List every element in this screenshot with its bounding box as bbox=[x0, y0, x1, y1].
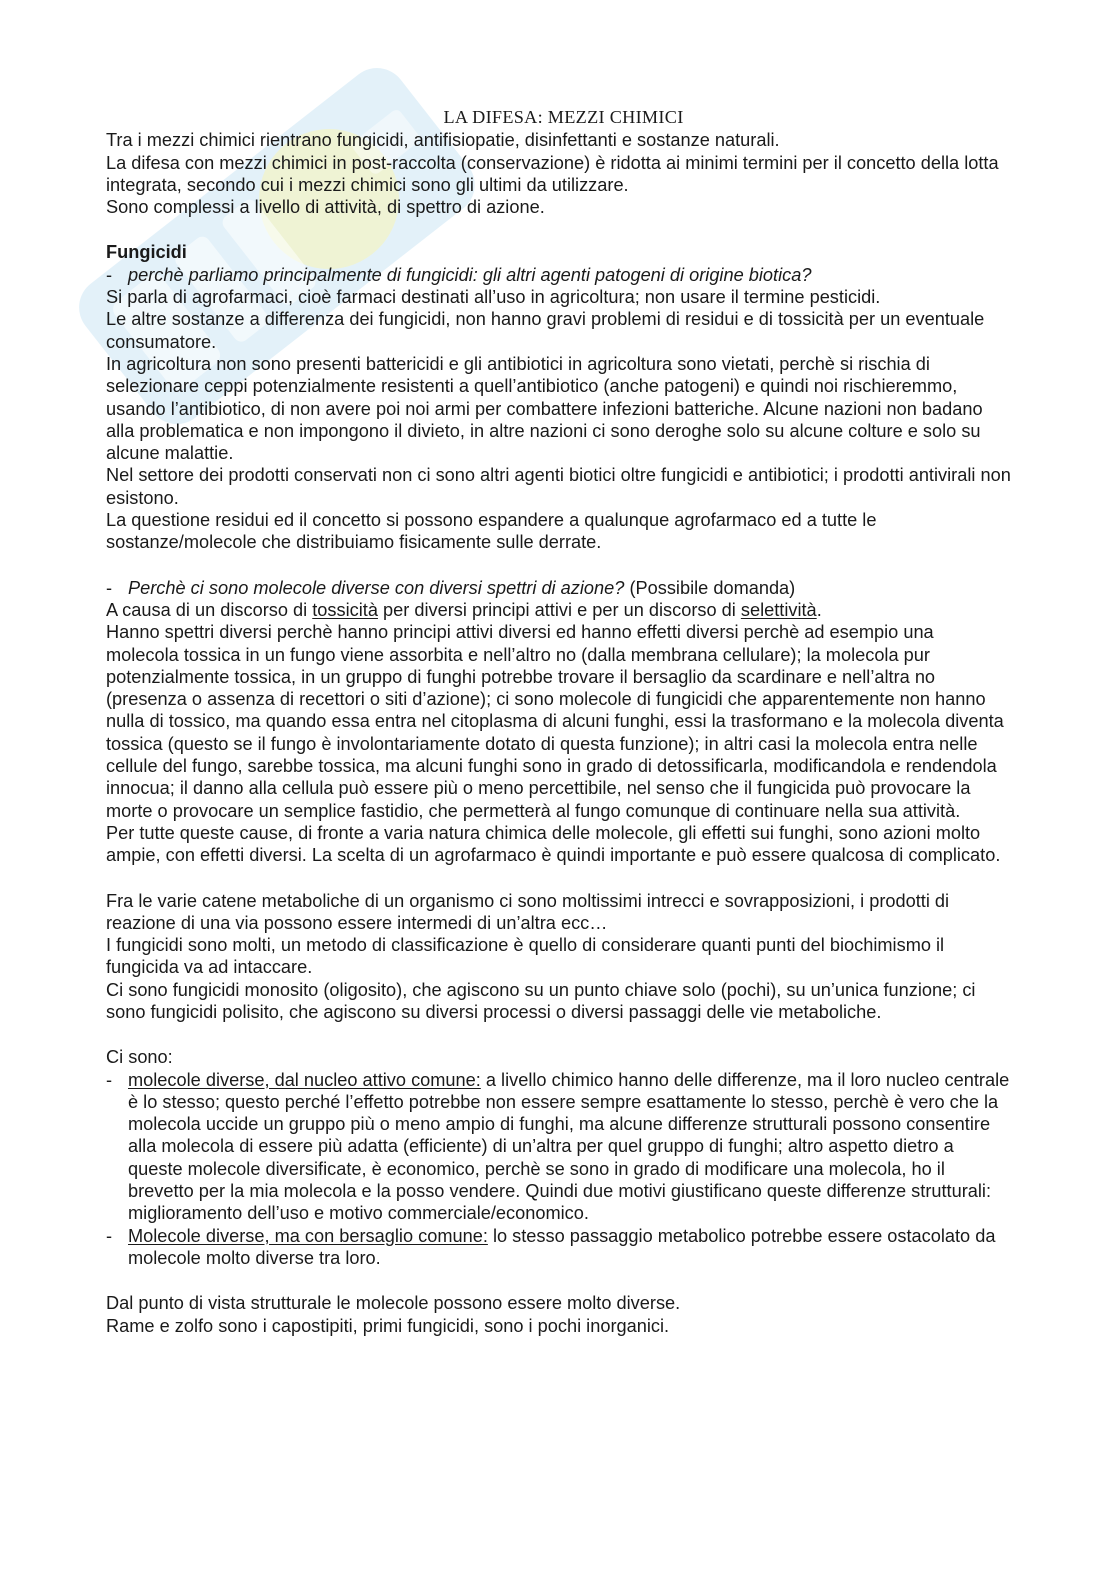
dash-bullet: - bbox=[106, 1225, 113, 1246]
intro-paragraph-2: La difesa con mezzi chimici in post-raccolta (conservazione) è ridotta ai minimi termini per il concetto della lotta integrata, secondo cui i mezzi chimici sono gli ultimi da utilizzare. bbox=[106, 152, 999, 195]
list-item-lead: Molecole diverse, ma con bersaglio comune: bbox=[128, 1225, 488, 1246]
section-heading: Fungicidi bbox=[106, 242, 187, 263]
term-tossicita: tossicità bbox=[312, 599, 378, 620]
list-item-lead: molecole diverse, dal nucleo attivo comune: bbox=[128, 1069, 481, 1090]
lead-text-b: per diversi principi attivi e per un discorso di bbox=[377, 599, 741, 620]
closing-paragraph-1: Dal punto di vista strutturale le molecole possono essere molto diverse. bbox=[106, 1293, 681, 1314]
dash-bullet: - bbox=[106, 577, 113, 598]
question-2-text: Perchè ci sono molecole diverse con diversi spettri di azione? bbox=[128, 577, 625, 598]
section3-paragraph-1: Fra le varie catene metaboliche di un organismo ci sono moltissimi intrecci e sovrapposizioni, i prodotti di reazione di una via possono essere intermedi di un’altra ecc… bbox=[106, 890, 950, 933]
section1-paragraph-2: Le altre sostanze a differenza dei fungicidi, non hanno gravi problemi di residui e di tossicità per un eventuale consumatore. bbox=[106, 309, 985, 352]
section2-lead bbox=[106, 599, 1011, 621]
page-title: LA DIFESA: MEZZI CHIMICI bbox=[443, 107, 684, 127]
section2-paragraph-1: Hanno spettri diversi perchè hanno principi attivi diversi ed hanno effetti diversi perchè ad esempio una molecola tossica in un fungo viene assorbita e nell’altro no (dalla membrana cellulare); la molecola pur potenzialmente tossica, in un gruppo di funghi potrebbe trovare il bersaglio da scardinare e nell’altra no (presenza o assenza di recettori o siti d’azione); ci sono molecole di fungicidi che apparentemente non hanno nulla di tossico, ma quando essa entra nel citoplasma di alcuni funghi, essi la trasformano e la molecola diventa tossica (questo se il fungo è involontariamente dotato di questa funzione); in altri casi la molecola entra nelle cellule del fungo, sarebbe tossica, ma alcuni funghi sono in grado di detossificarla, modificandola e rendendola innocua; il danno alla cellula può essere più o meno percettibile, nel senso che il fungicida può provocare la morte o provocare un semplice fastidio, che permetterà al fungo comunque di continuare nella sua attività. bbox=[106, 622, 1004, 821]
section1-paragraph-3: In agricoltura non sono presenti battericidi e gli antibiotici in agricoltura sono vietati, perchè si rischia di selezionare ceppi potenzialmente resistenti a quell’antibiotico (anche patogeni) e quindi noi rischieremmo, usando l’antibiotico, di non avere poi noi armi per combattere infezioni batteriche. Alcune nazioni non badano alla problematica e non impongono il divieto, in altre nazioni ci sono deroghe solo su alcune colture e solo su alcune malattie. bbox=[106, 353, 983, 464]
list-item-text: lo stesso passaggio metabolico potrebbe essere ostacolato da molecole molto diverse tra loro. bbox=[128, 1225, 996, 1268]
dash-bullet: - bbox=[106, 1069, 113, 1090]
question-1-text: perchè parliamo principalmente di fungicidi: gli altri agenti patogeni di origine biotica? bbox=[128, 264, 812, 285]
dash-bullet: - bbox=[106, 264, 113, 285]
section3-paragraph-2: I fungicidi sono molti, un metodo di classificazione è quello di considerare quanti punti del biochimismo il fungicida va ad intaccare. bbox=[106, 935, 945, 978]
question-2-note: (Possibile domanda) bbox=[629, 577, 796, 598]
question-2 bbox=[106, 577, 1011, 599]
list-item-text: a livello chimico hanno delle differenze, ma il loro nucleo centrale è lo stesso; questo perché l’effetto potrebbe non essere sempre esattamente lo stesso, perchè è vero che la molecola uccide un gruppo più o meno ampio di funghi, ma alcune differenze strutturali possono consentire alla molecola di essere più adatta (efficiente) di un’altra per quel gruppo di funghi; altro aspetto dietro a queste molecole diversificate, è economico, perchè se sono in grado di modificare una molecola, ho il brevetto per la mia molecola e la posso vendere. Quindi due motivi giustificano queste differenze strutturali: miglioramento dell’uso e motivo commerciale/economico. bbox=[128, 1069, 1010, 1224]
list-item bbox=[106, 1225, 1011, 1270]
section1-paragraph-5: La questione residui ed il concetto si possono espandere a qualunque agrofarmaco ed a tutte le sostanze/molecole che distribuiamo fisicamente sulle derrate. bbox=[106, 510, 877, 553]
lead-text-c: . bbox=[816, 599, 822, 620]
document-page bbox=[106, 106, 1011, 1337]
list-item bbox=[106, 1069, 1011, 1225]
closing-paragraph-2: Rame e zolfo sono i capostipiti, primi fungicidi, sono i pochi inorganici. bbox=[106, 1315, 670, 1336]
term-selettivita: selettività bbox=[740, 599, 817, 620]
list-intro: Ci sono: bbox=[106, 1047, 173, 1068]
question-1 bbox=[106, 264, 1011, 286]
section2-paragraph-2: Per tutte queste cause, di fronte a varia natura chimica delle molecole, gli effetti sui funghi, sono azioni molto ampie, con effetti diversi. La scelta di un agrofarmaco è quindi importante e può essere qualcosa di complicato. bbox=[106, 822, 1001, 866]
intro-paragraph-1: Tra i mezzi chimici rientrano fungicidi, antifisiopatie, disinfettanti e sostanze naturali. bbox=[106, 130, 780, 151]
intro-paragraph-3: Sono complessi a livello di attività, di spettro di azione. bbox=[106, 197, 545, 218]
lead-text-a: A causa di un discorso di bbox=[106, 599, 313, 620]
section1-paragraph-4: Nel settore dei prodotti conservati non ci sono altri agenti biotici oltre fungicidi e antibiotici; i prodotti antivirali non esistono. bbox=[106, 465, 1011, 508]
section1-paragraph-1: Si parla di agrofarmaci, cioè farmaci destinati all’uso in agricoltura; non usare il termine pesticidi. bbox=[106, 287, 881, 308]
section3-paragraph-3: Ci sono fungicidi monosito (oligosito), che agiscono su un punto chiave solo (pochi), su un’unica funzione; ci sono fungicidi polisito, che agiscono su diversi processi o diversi passaggi delle vie metaboliche. bbox=[106, 979, 976, 1022]
